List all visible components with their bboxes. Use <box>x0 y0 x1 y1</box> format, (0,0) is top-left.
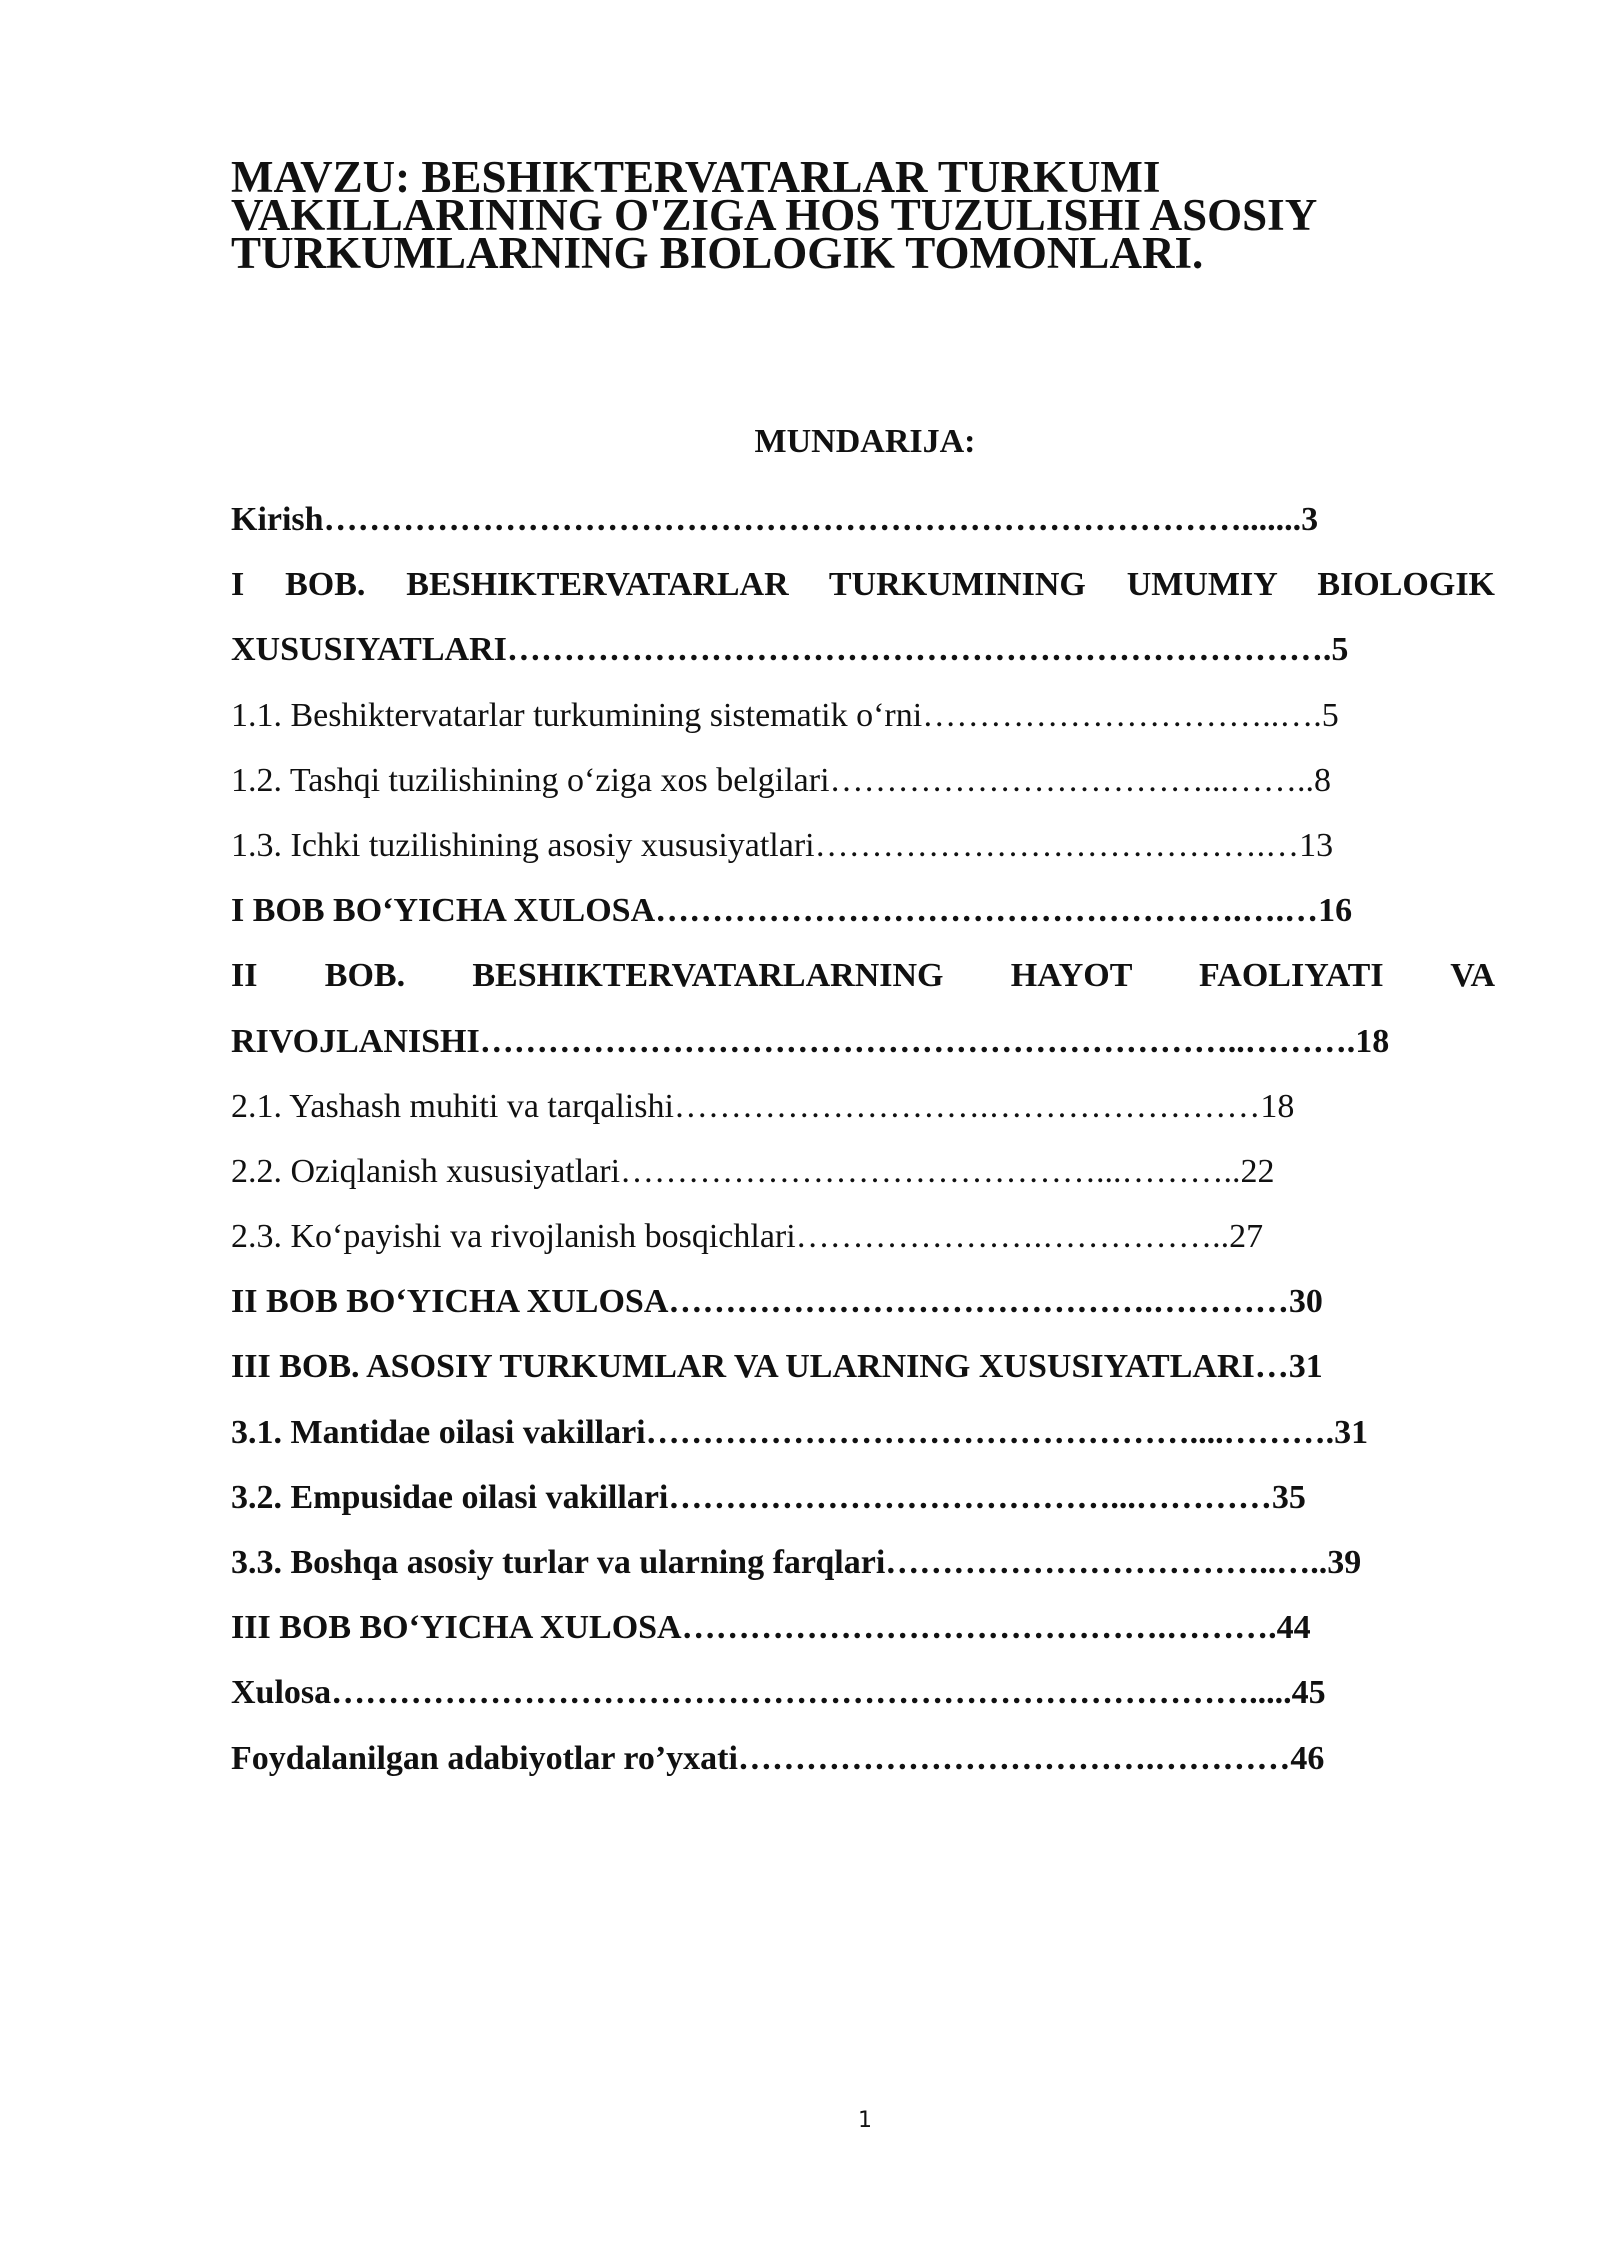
toc-entry-references: Foydalanilgan adabiyotlar ro’yxati……………………………….…………46 <box>231 1739 1325 1777</box>
toc-entry-section-1-3: 1.3. Ichki tuzilishining asosiy xususiyatlari………………………………….…13 <box>231 826 1334 864</box>
toc-entry-section-3-2: 3.2. Empusidae oilasi vakillari…………………………………...…………35 <box>231 1478 1306 1516</box>
table-of-contents <box>231 487 1495 1791</box>
document-title <box>231 152 1491 278</box>
toc-entry-kirish: Kirish……………………………………………………………………….......3 <box>231 501 1319 538</box>
toc-entry-section-2-2: 2.2. Oziqlanish xususiyatlari……………………………………...………..22 <box>231 1152 1275 1190</box>
title-line: MAVZU: BESHIKTERVATARLAR TURKUMI <box>231 152 1161 202</box>
toc-entry-section-2-3: 2.3. Ko‘payishi va rivojlanish bosqichlari………………….……………..27 <box>231 1218 1264 1256</box>
toc-entry-chapter-2-conclusion: II BOB BO‘YICHA XULOSA…………………………………….…………30 <box>231 1283 1323 1321</box>
toc-entry-section-3-3: 3.3. Boshqa asosiy turlar va ularning farqlari……………………………..…..39 <box>231 1544 1362 1581</box>
toc-entry-chapter-2-title-cont: RIVOJLANISHI…………………………………………………………..……….18 <box>231 1022 1390 1060</box>
toc-entry-chapter-1-conclusion: I BOB BO‘YICHA XULOSA…………………………………………….….…16 <box>231 892 1353 930</box>
toc-entry-section-1-2: 1.2. Tashqi tuzilishining o‘ziga xos belgilari……………………………...……..8 <box>231 761 1332 799</box>
toc-entry-text: I BOB. BESHIKTERVATARLAR TURKUMINING UMUMIY BIOLOGIK <box>231 566 1495 604</box>
toc-heading: MUNDARIJA: <box>754 423 976 460</box>
title-line: VAKILLARINING O'ZIGA HOS TUZULISHI ASOSIY <box>231 190 1318 240</box>
toc-entry-chapter-1-title <box>231 552 1495 617</box>
page-number: 1 <box>858 2108 872 2133</box>
title-line: TURKUMLARNING BIOLOGIK TOMONLARI. <box>231 228 1204 278</box>
toc-entry-section-3-1: 3.1. Mantidae oilasi vakillari…………………………………………....……….31 <box>231 1413 1369 1451</box>
toc-entry-chapter-3-title: III BOB. ASOSIY TURKUMLAR VA ULARNING XUSUSIYATLARI…31 <box>231 1348 1323 1386</box>
toc-entry-section-1-1: 1.1. Beshiktervatarlar turkumining sistematik o‘rni…………………………..….5 <box>231 696 1339 734</box>
toc-entry-xulosa: Xulosa……………………………………………………………………….....45 <box>231 1674 1326 1712</box>
toc-entry-chapter-3-conclusion: III BOB BO‘YICHA XULOSA…………………………………….……….44 <box>231 1609 1311 1647</box>
toc-entry-chapter-2-title <box>231 943 1495 1008</box>
toc-entry-section-2-1: 2.1. Yashash muhiti va tarqalishi……………………….……………………18 <box>231 1087 1295 1125</box>
toc-entry-chapter-1-title-cont: XUSUSIYATLARI……………………………………………………………….5 <box>231 631 1349 669</box>
toc-entry-text: II BOB. BESHIKTERVATARLARNING HAYOT FAOLIYATI VA <box>231 957 1495 995</box>
